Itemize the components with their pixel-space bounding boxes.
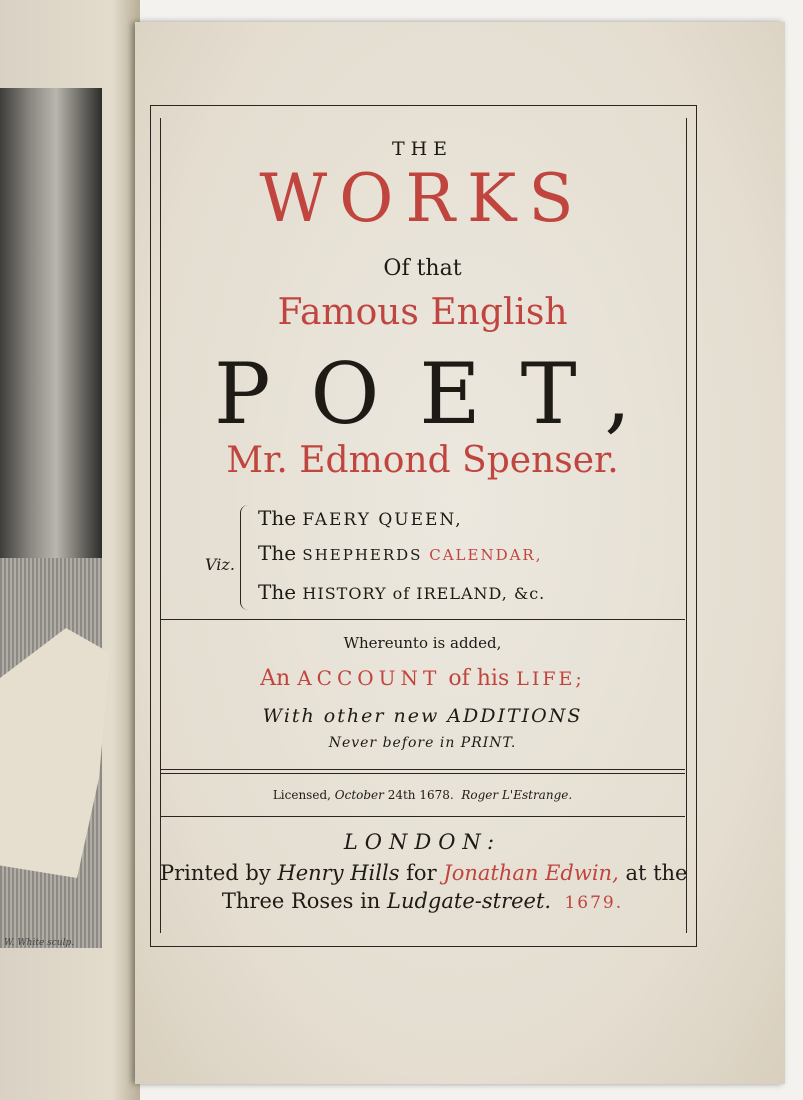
brace: [240, 505, 251, 610]
torn-paper: [0, 628, 110, 878]
contents-item: [258, 580, 545, 604]
account-text: of his: [441, 666, 517, 691]
engraved-column: [0, 88, 102, 558]
rule: [160, 773, 685, 774]
rule: [160, 619, 685, 620]
account-line: [160, 666, 685, 691]
publisher-text: Jonathan Edwin,: [443, 861, 619, 885]
address-text: Three Roses in: [221, 889, 388, 913]
viz-label: Viz.: [205, 555, 235, 574]
account-text: An: [260, 666, 298, 691]
contents-text: The: [258, 506, 303, 530]
frontispiece-engraving: [0, 88, 102, 948]
licenser-text: Roger L'Estrange.: [461, 788, 573, 802]
printer-text: at the: [618, 861, 688, 885]
whereunto-text: Whereunto is added,: [343, 634, 502, 652]
contents-text: CALENDAR,: [429, 546, 543, 564]
additions-text: With other new ADDITIONS: [262, 705, 583, 727]
printer-text: for: [399, 861, 444, 885]
account-text: LIFE;: [516, 668, 585, 690]
license-text: October: [334, 788, 384, 802]
contents-text: The: [258, 541, 303, 565]
printer-text: Henry Hills: [277, 861, 400, 885]
works-title: WORKS: [259, 160, 586, 237]
left-page: [0, 0, 140, 1100]
famous-english-text: Famous English: [277, 292, 568, 333]
license-text: 24th 1678.: [383, 788, 454, 802]
address-text: Ludgate-street.: [387, 889, 552, 913]
of-that-text: Of that: [383, 256, 462, 281]
contents-text: HISTORY of IRELAND, &c.: [302, 584, 546, 603]
poet-title: POET,: [213, 345, 672, 443]
printer-text: Printed by: [160, 861, 278, 885]
never-before-text: Never before in PRINT.: [328, 735, 517, 751]
address-line: [160, 889, 685, 913]
contents-text: FAERY QUEEN,: [302, 510, 463, 530]
engraver-signature: W. White sculp.: [4, 938, 75, 948]
year-text: 1679.: [564, 893, 624, 913]
contents-item: [258, 506, 463, 530]
account-text: ACCOUNT: [297, 666, 442, 690]
contents-text: The: [258, 580, 303, 604]
london-text: LONDON:: [343, 830, 502, 854]
license-text: Licensed,: [272, 788, 335, 802]
author-name: Mr. Edmond Spenser.: [226, 440, 619, 481]
printer-line: [160, 861, 688, 885]
rule: [160, 769, 685, 770]
contents-text: SHEPHERDS: [302, 546, 430, 564]
contents-item: [258, 541, 543, 565]
the-text: THE: [391, 138, 454, 160]
rule: [160, 816, 685, 817]
license-line: [160, 788, 685, 802]
